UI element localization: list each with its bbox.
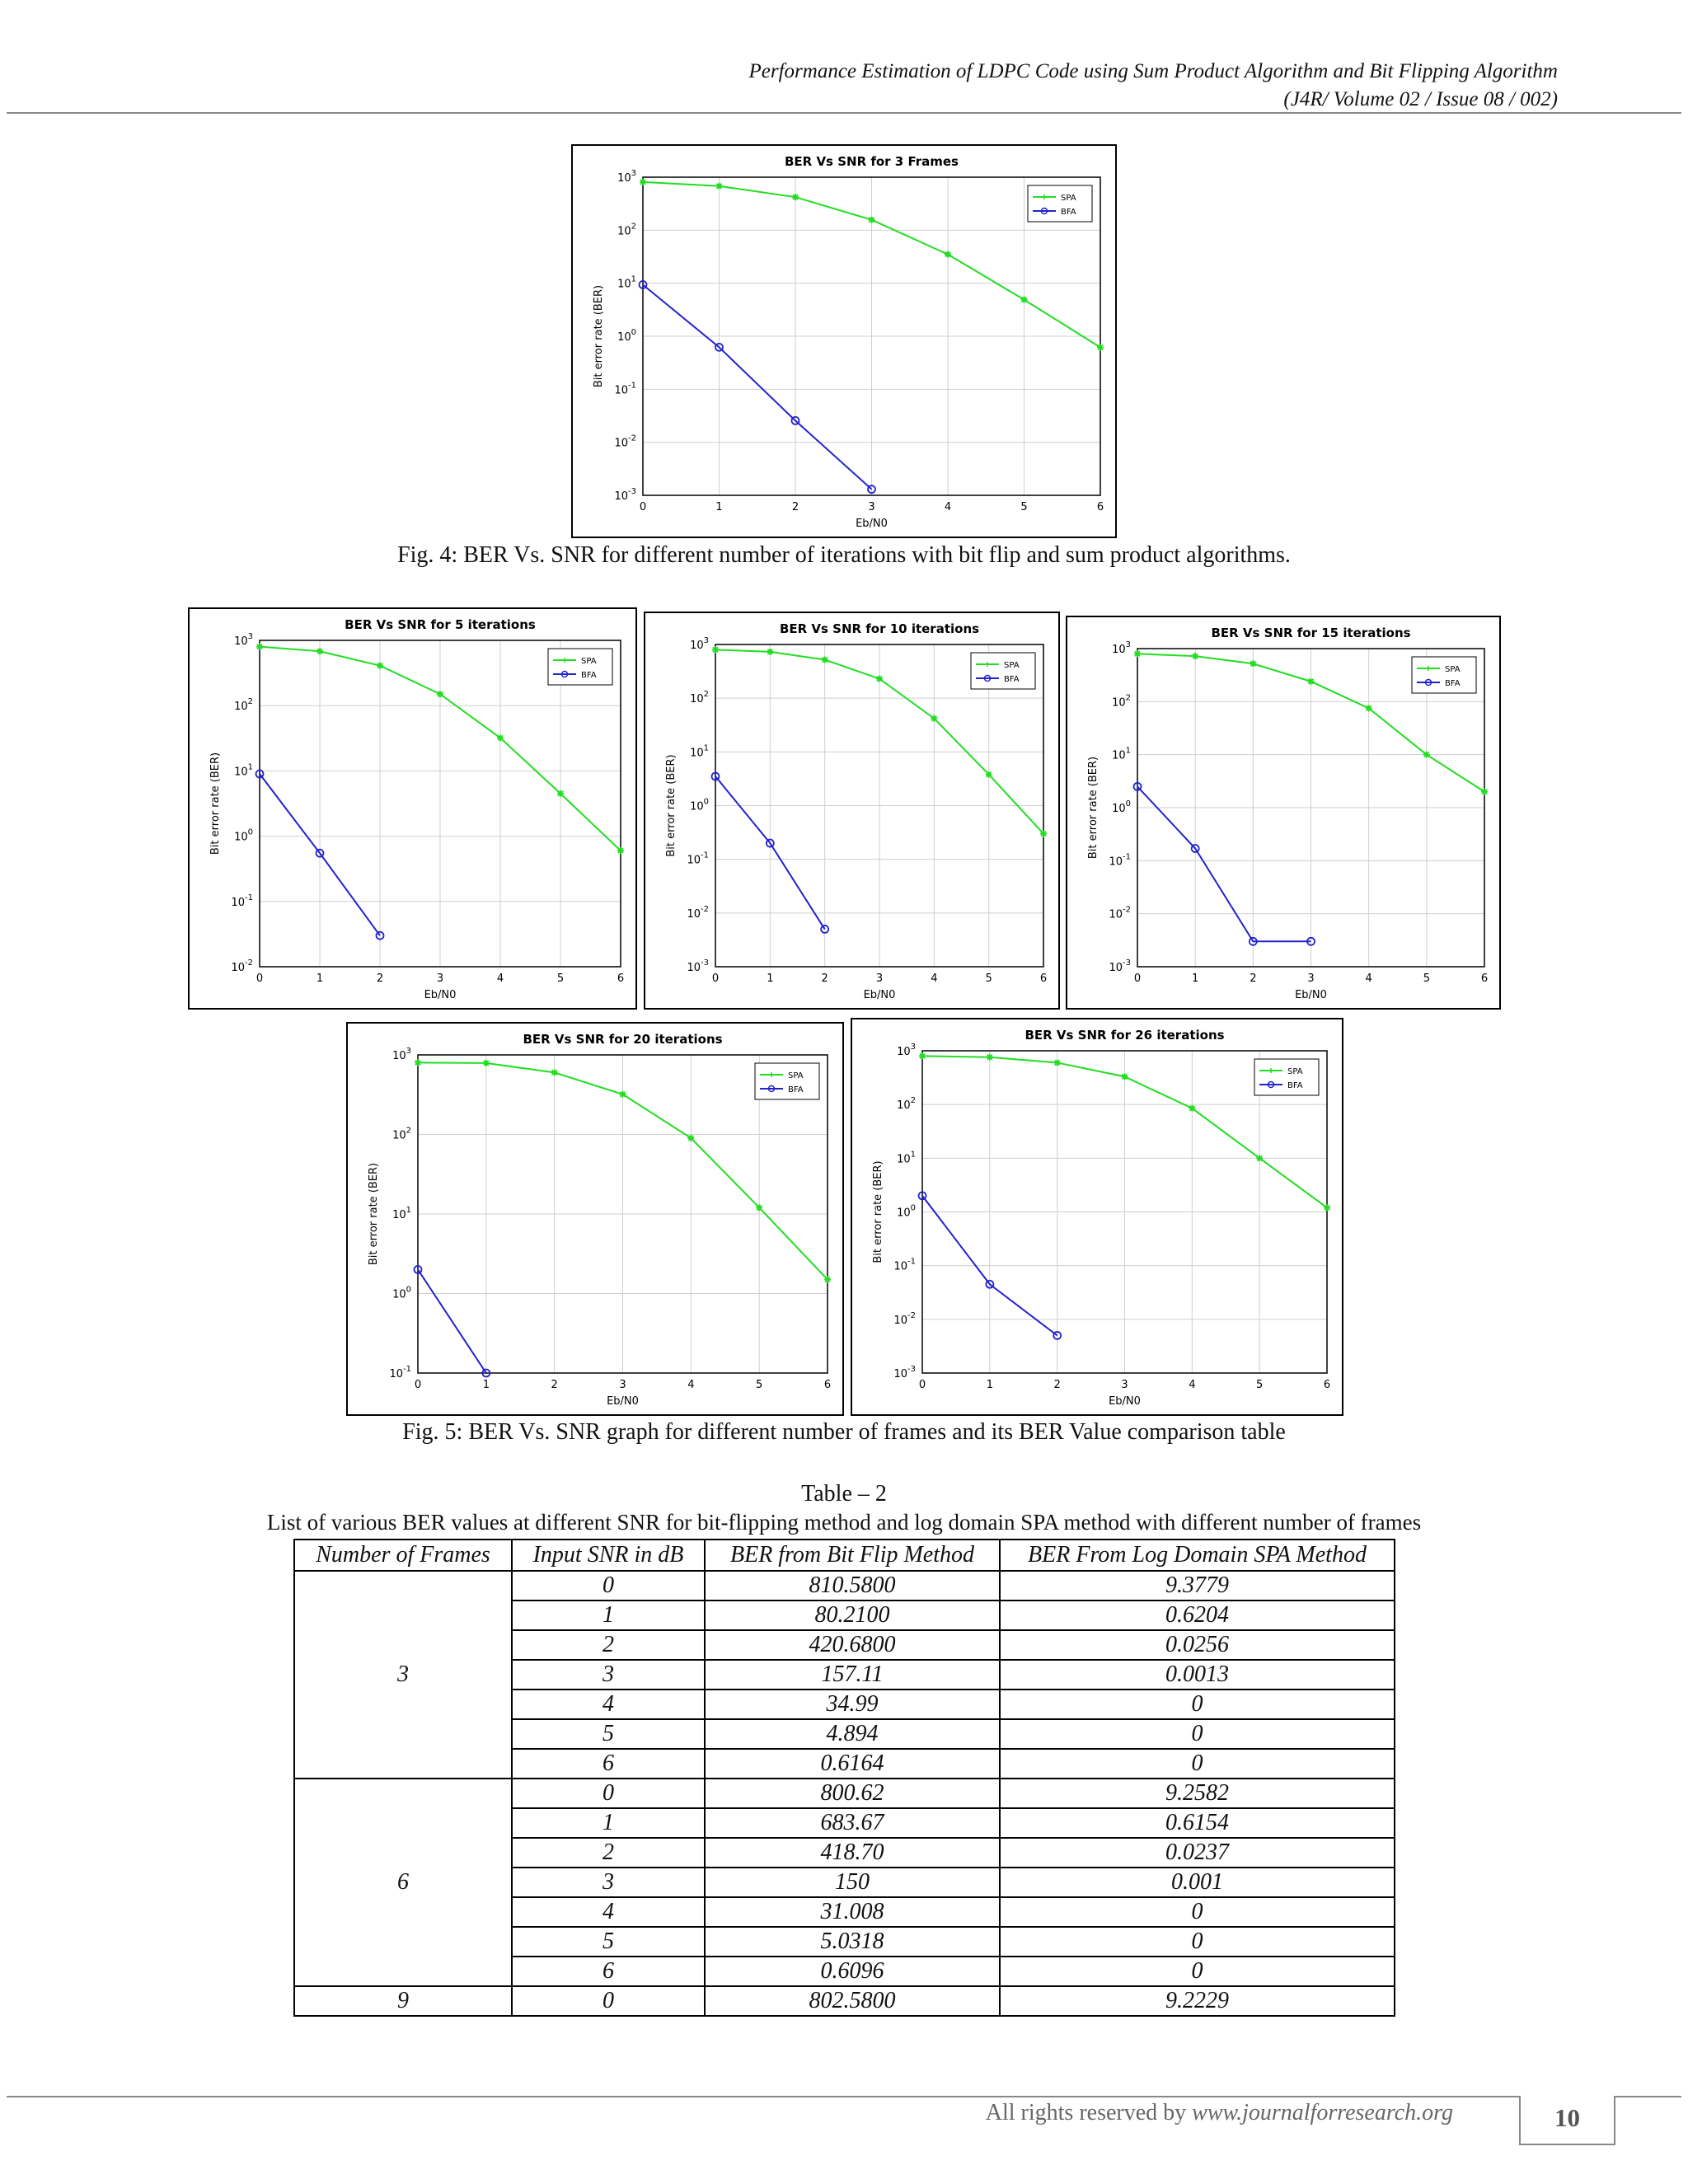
x-tick-label: 6	[1096, 501, 1104, 513]
data-point	[931, 715, 937, 722]
y-tick-label: $10^0$	[897, 1203, 916, 1220]
cell-ber-spa: 0.0013	[1000, 1660, 1395, 1690]
data-point	[1324, 1204, 1330, 1211]
y-tick-label: $10^{-3}$	[893, 1365, 916, 1380]
y-tick-label: $10^{-2}$	[231, 958, 253, 974]
header-issue: (J4R/ Volume 02 / Issue 08 / 002)	[1283, 88, 1558, 110]
chart-title: BER Vs SNR for 5 iterations	[345, 617, 536, 632]
cell-snr: 5	[512, 1719, 705, 1749]
data-point	[712, 646, 719, 653]
y-tick-label: $10^{-3}$	[687, 958, 709, 974]
x-tick-label: 5	[985, 972, 992, 985]
x-axis-label: Eb/N0	[607, 1395, 639, 1408]
y-tick-label: $10^1$	[690, 743, 709, 760]
y-tick-label: $10^1$	[897, 1150, 916, 1166]
x-tick-label: 0	[256, 972, 264, 985]
legend-label: SPA	[1287, 1067, 1303, 1076]
y-tick-label: $10^{-1}$	[1109, 852, 1131, 869]
x-tick-label: 4	[1365, 972, 1372, 985]
chart-20-iterations	[346, 1022, 844, 1416]
y-tick-label: $10^{-1}$	[389, 1365, 411, 1380]
table-row	[294, 1571, 1395, 1601]
cell-snr: 4	[512, 1897, 705, 1927]
x-tick-label: 5	[1256, 1379, 1264, 1391]
cell-snr: 6	[512, 1957, 705, 1986]
cell-snr: 1	[512, 1808, 705, 1838]
x-tick-label: 0	[1133, 972, 1142, 985]
data-point	[986, 771, 992, 778]
chart-svg	[348, 1024, 842, 1414]
fig4-caption: Fig. 4: BER Vs. SNR for different number of iterations with bit flip and sum product algorithms.	[397, 542, 1291, 568]
cell-snr: 0	[512, 1986, 705, 2016]
x-tick-label: 1	[986, 1379, 993, 1391]
table-row	[294, 1779, 1395, 1808]
y-tick-label: $10^{-1}$	[687, 851, 709, 867]
chart-15-iterations	[1066, 616, 1501, 1010]
cell-ber-spa: 9.2229	[1000, 1986, 1395, 2016]
x-tick-label: 2	[821, 972, 828, 985]
cell-snr: 3	[512, 1868, 705, 1897]
x-tick-label: 5	[1423, 972, 1430, 985]
data-point	[822, 657, 828, 663]
y-tick-label: $10^2$	[392, 1126, 411, 1142]
cell-snr: 0	[512, 1571, 705, 1601]
x-tick-label: 3	[436, 972, 444, 985]
table-row	[294, 1986, 1395, 2016]
y-tick-label: $10^0$	[617, 328, 636, 344]
cell-frames: 6	[294, 1779, 512, 1986]
x-tick-label: 6	[1480, 972, 1489, 985]
x-tick-label: 1	[316, 972, 324, 985]
x-axis-label: Eb/N0	[1295, 989, 1327, 1001]
y-axis-label: Bit error rate (BER)	[872, 1160, 884, 1263]
x-tick-label: 1	[767, 972, 774, 985]
data-point	[945, 251, 951, 258]
x-tick-label: 0	[918, 1379, 926, 1391]
y-tick-label: $10^2$	[234, 697, 253, 714]
x-tick-label: 4	[944, 501, 952, 513]
cell-ber-spa: 0	[1000, 1957, 1395, 1986]
cell-snr: 1	[512, 1601, 705, 1630]
data-point	[792, 194, 799, 200]
x-axis-label: Eb/N0	[1109, 1395, 1141, 1408]
data-point	[551, 1069, 558, 1076]
x-tick-label: 4	[496, 972, 504, 985]
header-input-snr: Input SNR in dB	[512, 1540, 705, 1571]
cell-frames: 3	[294, 1571, 512, 1779]
cell-ber-bit-flip: 683.67	[705, 1808, 1000, 1838]
footer-rule-right	[1615, 2096, 1681, 2097]
header-number-of-frames: Number of Frames	[294, 1540, 512, 1571]
page-number: 10	[1554, 2103, 1580, 2132]
data-point	[1256, 1155, 1263, 1161]
cell-ber-bit-flip: 800.62	[705, 1779, 1000, 1808]
table-caption: List of various BER values at different SNR for bit-flipping method and log domain SPA method with different number of frames	[266, 1510, 1422, 1535]
chart-title: BER Vs SNR for 10 iterations	[779, 621, 980, 636]
y-axis-label: Bit error rate (BER)	[209, 752, 222, 855]
y-tick-label: $10^0$	[690, 797, 709, 813]
cell-snr: 5	[512, 1927, 705, 1957]
cell-frames: 9	[294, 1986, 512, 2016]
data-point	[767, 649, 773, 655]
cell-ber-spa: 0.6204	[1000, 1601, 1395, 1630]
cell-ber-bit-flip: 420.6800	[705, 1630, 1000, 1660]
cell-ber-bit-flip: 80.2100	[705, 1601, 1000, 1630]
data-point	[919, 1052, 926, 1059]
data-point	[716, 183, 723, 190]
data-point	[1054, 1059, 1061, 1066]
cell-snr: 4	[512, 1690, 705, 1719]
y-tick-label: $10^1$	[234, 762, 253, 779]
data-point	[377, 663, 383, 669]
x-tick-label: 4	[687, 1379, 695, 1391]
x-tick-label: 2	[1250, 972, 1257, 985]
y-axis-label: Bit error rate (BER)	[593, 284, 605, 388]
cell-ber-spa: 0.0256	[1000, 1630, 1395, 1660]
legend-box	[1254, 1059, 1319, 1095]
cell-snr: 6	[512, 1749, 705, 1779]
x-tick-label: 3	[619, 1379, 626, 1391]
y-tick-label: $10^2$	[690, 690, 709, 706]
cell-ber-bit-flip: 418.70	[705, 1838, 1000, 1868]
x-tick-label: 1	[715, 501, 723, 513]
cell-ber-spa: 9.2582	[1000, 1779, 1395, 1808]
cell-ber-bit-flip: 34.99	[705, 1690, 1000, 1719]
cell-ber-bit-flip: 810.5800	[705, 1571, 1000, 1601]
legend-label: SPA	[1004, 661, 1020, 670]
table-header-row	[294, 1540, 1395, 1571]
legend-label: SPA	[1445, 665, 1461, 674]
y-tick-label: $10^1$	[617, 274, 636, 291]
data-point	[316, 648, 323, 654]
x-axis-label: Eb/N0	[856, 518, 888, 530]
y-tick-label: $10^{-2}$	[1109, 905, 1131, 921]
cell-snr: 3	[512, 1660, 705, 1690]
data-point	[876, 676, 883, 682]
y-tick-label: $10^{-1}$	[893, 1257, 916, 1273]
y-tick-label: $10^2$	[617, 222, 636, 238]
cell-ber-spa: 0.6154	[1000, 1808, 1395, 1838]
x-tick-label: 2	[551, 1379, 558, 1391]
legend-label: BFA	[1004, 675, 1020, 684]
x-tick-label: 0	[711, 972, 720, 985]
chart-26-iterations	[851, 1018, 1343, 1416]
data-point	[687, 1135, 694, 1141]
footer-rule	[7, 2096, 1519, 2097]
y-tick-label: $10^2$	[1112, 693, 1131, 710]
cell-ber-spa: 0	[1000, 1719, 1395, 1749]
y-axis-label: Bit error rate (BER)	[1087, 756, 1100, 860]
header-ber-spa: BER From Log Domain SPA Method	[1000, 1540, 1395, 1571]
y-tick-label: $10^3$	[1112, 640, 1131, 656]
y-tick-label: $10^3$	[897, 1043, 916, 1058]
chart-title: BER Vs SNR for 20 iterations	[523, 1032, 723, 1047]
chart-title: BER Vs SNR for 26 iterations	[1025, 1028, 1225, 1043]
legend-label: SPA	[581, 657, 597, 666]
x-tick-label: 5	[1020, 501, 1028, 513]
cell-ber-spa: 0.001	[1000, 1868, 1395, 1897]
legend-label: BFA	[1445, 679, 1461, 688]
y-tick-label: $10^2$	[897, 1096, 916, 1113]
cell-ber-spa: 9.3779	[1000, 1571, 1395, 1601]
data-point	[437, 691, 443, 697]
legend-label: BFA	[581, 671, 597, 680]
chart-svg	[1067, 617, 1499, 1008]
y-tick-label: $10^{-3}$	[614, 487, 636, 503]
data-point	[256, 644, 263, 650]
chart-svg	[573, 146, 1115, 537]
footer-copyright	[986, 2100, 1453, 2126]
y-tick-label: $10^{-2}$	[893, 1310, 916, 1327]
x-tick-label: 4	[1189, 1379, 1196, 1391]
running-header	[239, 58, 1558, 114]
x-tick-label: 0	[414, 1379, 422, 1391]
x-tick-label: 3	[1307, 972, 1315, 985]
data-point	[1122, 1073, 1128, 1080]
x-axis-label: Eb/N0	[424, 989, 457, 1001]
cell-ber-spa: 0	[1000, 1690, 1395, 1719]
data-point	[1097, 344, 1104, 351]
cell-snr: 2	[512, 1630, 705, 1660]
legend-label: BFA	[1287, 1081, 1303, 1090]
cell-ber-bit-flip: 802.5800	[705, 1986, 1000, 2016]
x-tick-label: 6	[1323, 1379, 1331, 1391]
data-point	[1192, 653, 1198, 659]
x-tick-label: 6	[617, 972, 625, 985]
x-tick-label: 1	[482, 1379, 490, 1391]
x-tick-label: 3	[1121, 1379, 1128, 1391]
cell-ber-bit-flip: 157.11	[705, 1660, 1000, 1690]
data-point	[640, 179, 646, 185]
y-tick-label: $10^{-2}$	[687, 904, 709, 921]
legend-box	[548, 649, 612, 685]
legend-label: SPA	[788, 1071, 804, 1080]
data-point	[1134, 650, 1141, 657]
data-point	[483, 1060, 490, 1066]
x-tick-label: 2	[791, 501, 799, 513]
chart-5-iterations	[188, 607, 637, 1010]
data-point	[620, 1091, 626, 1098]
x-tick-label: 5	[756, 1379, 763, 1391]
y-tick-label: $10^{-3}$	[1109, 958, 1131, 974]
data-point	[1189, 1105, 1195, 1112]
x-tick-label: 2	[376, 972, 384, 985]
legend-box	[1412, 657, 1476, 693]
cell-snr: 0	[512, 1779, 705, 1808]
data-point	[1021, 297, 1028, 303]
legend-label: BFA	[1061, 208, 1076, 217]
header-rule	[7, 112, 1681, 114]
data-point	[1366, 705, 1372, 711]
chart-title: BER Vs SNR for 15 iterations	[1211, 626, 1411, 640]
x-axis-label: Eb/N0	[863, 989, 896, 1001]
chart-title: BER Vs SNR for 3 Frames	[785, 154, 959, 169]
cell-ber-spa: 0	[1000, 1897, 1395, 1927]
data-point	[1250, 660, 1256, 667]
data-point	[756, 1204, 762, 1211]
cell-ber-bit-flip: 0.6096	[705, 1957, 1000, 1986]
ber-comparison-table	[293, 1539, 1395, 2017]
y-tick-label: $10^{-1}$	[614, 381, 636, 397]
legend-box	[971, 653, 1035, 689]
data-point	[987, 1054, 993, 1061]
legend-label: BFA	[788, 1085, 804, 1094]
y-tick-label: $10^0$	[1112, 799, 1131, 815]
table-label: Table – 2	[801, 1481, 887, 1507]
data-point	[415, 1059, 421, 1066]
y-tick-label: $10^{-2}$	[614, 434, 636, 450]
y-axis-label: Bit error rate (BER)	[665, 754, 678, 857]
cell-ber-spa: 0.0237	[1000, 1838, 1395, 1868]
header-ber-bit-flip: BER from Bit Flip Method	[705, 1540, 1000, 1571]
y-tick-label: $10^{-1}$	[231, 893, 253, 909]
data-point	[557, 790, 564, 797]
x-tick-label: 3	[868, 501, 875, 513]
cell-ber-spa: 0	[1000, 1927, 1395, 1957]
x-tick-label: 0	[639, 501, 647, 513]
data-point	[1423, 752, 1430, 758]
legend-box	[1028, 185, 1092, 222]
cell-ber-bit-flip: 31.008	[705, 1897, 1000, 1927]
y-tick-label: $10^3$	[392, 1047, 411, 1062]
data-point	[824, 1277, 831, 1283]
data-point	[869, 217, 875, 223]
cell-snr: 2	[512, 1838, 705, 1868]
y-tick-label: $10^3$	[234, 632, 253, 648]
data-point	[1481, 789, 1488, 795]
y-axis-label: Bit error rate (BER)	[368, 1162, 380, 1266]
x-tick-label: 6	[1039, 972, 1048, 985]
x-tick-label: 5	[556, 972, 565, 985]
x-tick-label: 6	[823, 1379, 832, 1391]
chart-svg	[852, 1019, 1342, 1414]
x-tick-label: 3	[875, 972, 884, 985]
y-tick-label: $10^0$	[234, 827, 253, 844]
y-tick-label: $10^3$	[690, 636, 709, 652]
y-tick-label: $10^3$	[617, 169, 636, 185]
data-point	[1040, 831, 1047, 837]
y-tick-label: $10^0$	[392, 1285, 411, 1301]
chart-svg	[190, 609, 635, 1008]
chart-10-iterations	[644, 612, 1060, 1010]
cell-ber-bit-flip: 150	[705, 1868, 1000, 1897]
legend-label: SPA	[1061, 194, 1076, 203]
footer-text: All rights reserved by	[985, 2100, 1193, 2125]
data-point	[497, 734, 504, 741]
cell-ber-spa: 0	[1000, 1749, 1395, 1779]
chart-fig4-3-frames	[571, 144, 1117, 538]
fig5-caption: Fig. 5: BER Vs. SNR graph for different number of frames and its BER Value comparison table	[402, 1419, 1286, 1445]
x-tick-label: 4	[931, 972, 938, 985]
x-tick-label: 1	[1192, 972, 1199, 985]
cell-ber-bit-flip: 4.894	[705, 1719, 1000, 1749]
header-title: Performance Estimation of LDPC Code using Sum Product Algorithm and Bit Flipping Algorithm	[748, 60, 1558, 82]
y-tick-label: $10^1$	[392, 1206, 411, 1221]
cell-ber-bit-flip: 5.0318	[705, 1927, 1000, 1957]
data-point	[617, 847, 624, 854]
data-point	[1308, 678, 1315, 685]
y-tick-label: $10^1$	[1112, 746, 1131, 762]
legend-box	[755, 1063, 819, 1099]
cell-ber-bit-flip: 0.6164	[705, 1749, 1000, 1779]
chart-svg	[645, 613, 1058, 1008]
x-tick-label: 2	[1053, 1379, 1061, 1391]
footer-url[interactable]: www.journalforresearch.org	[1192, 2100, 1453, 2125]
